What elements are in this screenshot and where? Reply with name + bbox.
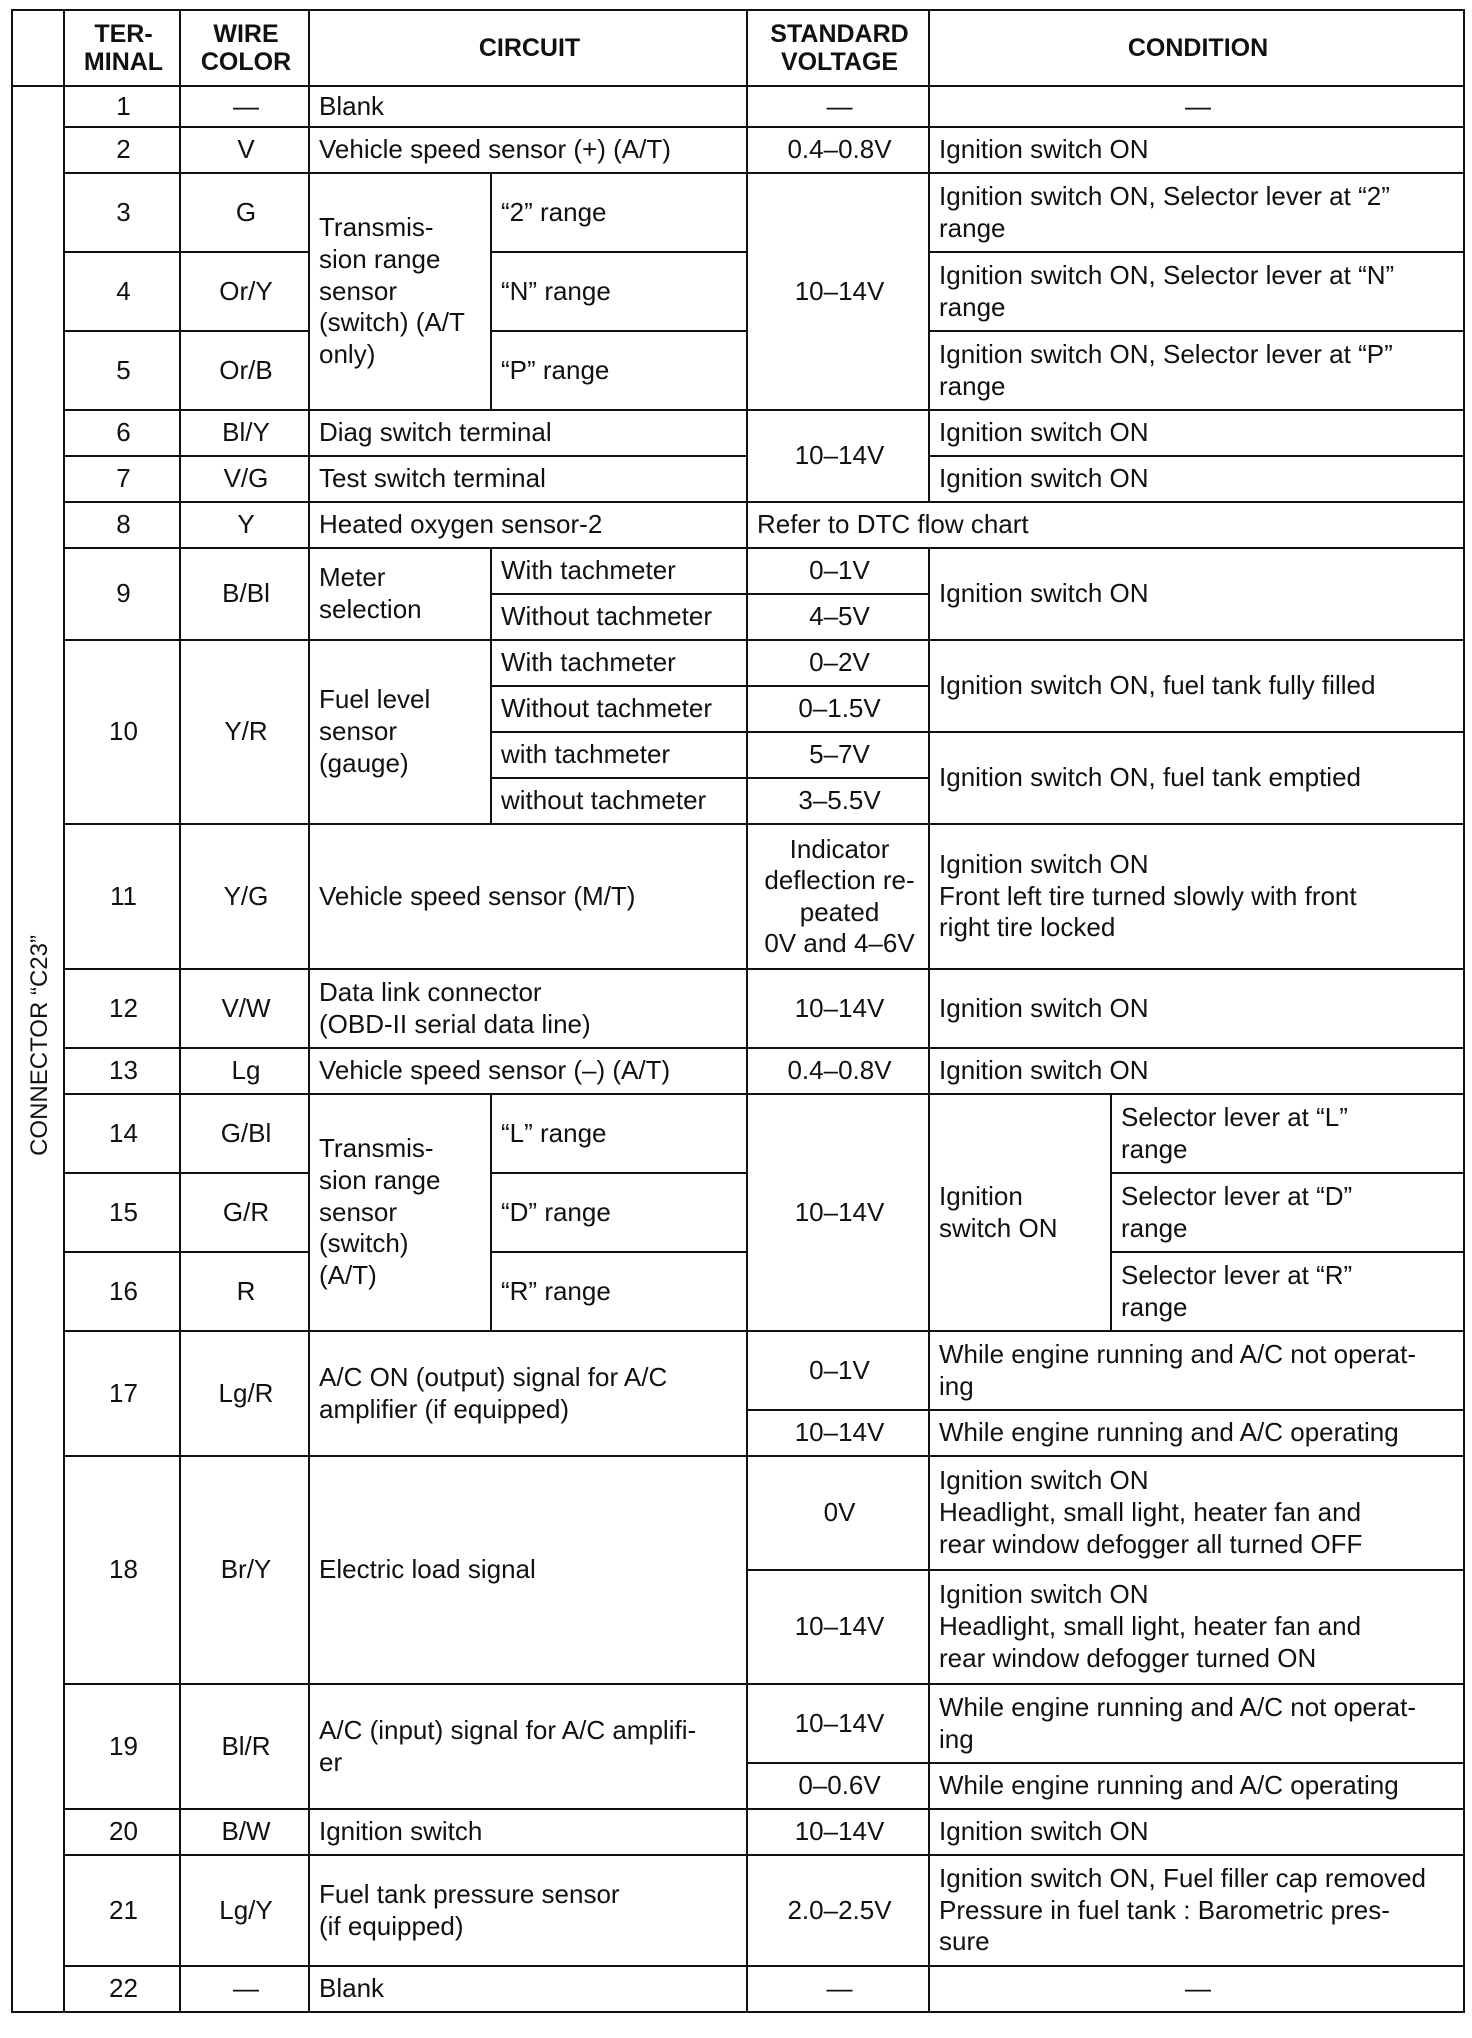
header-standard-voltage: STANDARD VOLTAGE [747, 10, 929, 86]
condition-cell: Ignition switch ON Headlight, small light, heater fan and rear window defogger turned ON [929, 1570, 1464, 1684]
sub-circuit-cell: “R” range [491, 1252, 747, 1331]
terminal-cell: 17 [64, 1331, 180, 1456]
sub-circuit-cell: With tachmeter [491, 640, 747, 686]
condition-cell: Ignition switch ON, Selector lever at “N” range [929, 252, 1464, 331]
circuit-cell: Blank [309, 1966, 747, 2012]
table-row [12, 86, 1464, 127]
voltage-cell: — [747, 1966, 929, 2012]
terminal-cell: 5 [64, 331, 180, 410]
voltage-cell: 10–14V [747, 1684, 929, 1763]
terminal-cell: 18 [64, 1456, 180, 1684]
voltage-cell: 5–7V [747, 732, 929, 778]
condition-cell: Selector lever at “R” range [1111, 1252, 1464, 1331]
voltage-cell: 10–14V [747, 1570, 929, 1684]
circuit-cell: Transmis- sion range sensor (switch) (A/T only) [309, 173, 491, 410]
table-row [12, 1173, 1464, 1252]
terminal-cell: 14 [64, 1094, 180, 1173]
wire-color-cell: V/G [180, 456, 309, 502]
condition-cell: While engine running and A/C not operat- ing [929, 1684, 1464, 1763]
table-row [12, 331, 1464, 410]
condition-cell: — [929, 86, 1464, 127]
header-blank [12, 10, 64, 86]
voltage-cell: 0.4–0.8V [747, 127, 929, 173]
table-row [12, 173, 1464, 252]
voltage-cell: 10–14V [747, 173, 929, 410]
connector-c23-table [11, 9, 1465, 2013]
condition-cell: Ignition switch ON [929, 969, 1464, 1048]
sub-circuit-cell: with tachmeter [491, 732, 747, 778]
condition-cell: Ignition switch ON, Selector lever at “2” range [929, 173, 1464, 252]
wire-color-cell: Or/Y [180, 252, 309, 331]
terminal-cell: 20 [64, 1809, 180, 1855]
sub-circuit-cell: Without tachmeter [491, 594, 747, 640]
header-row [12, 10, 1464, 86]
condition-cell: Ignition switch ON [929, 456, 1464, 502]
table-row [12, 969, 1464, 1048]
condition-cell: Ignition switch ON [929, 127, 1464, 173]
voltage-cell: 10–14V [747, 1094, 929, 1331]
condition-group-cell: Ignition switch ON [929, 1094, 1111, 1331]
circuit-cell: Heated oxygen sensor-2 [309, 502, 747, 548]
circuit-cell: A/C (input) signal for A/C amplifi- er [309, 1684, 747, 1809]
condition-cell: Ignition switch ON [929, 410, 1464, 456]
terminal-cell: 6 [64, 410, 180, 456]
table-row [12, 1252, 1464, 1331]
wire-color-cell: B/Bl [180, 548, 309, 640]
terminal-cell: 13 [64, 1048, 180, 1094]
circuit-cell: Electric load signal [309, 1456, 747, 1684]
circuit-cell: Vehicle speed sensor (+) (A/T) [309, 127, 747, 173]
voltage-cell: 10–14V [747, 410, 929, 502]
wire-color-cell: — [180, 86, 309, 127]
voltage-cell: 0.4–0.8V [747, 1048, 929, 1094]
wire-color-cell: G/Bl [180, 1094, 309, 1173]
wire-color-cell: G/R [180, 1173, 309, 1252]
header-condition: CONDITION [929, 10, 1464, 86]
condition-cell: While engine running and A/C operating [929, 1410, 1464, 1456]
header-terminal: TER- MINAL [64, 10, 180, 86]
wire-color-cell: G [180, 173, 309, 252]
condition-cell: While engine running and A/C operating [929, 1763, 1464, 1809]
table-row [12, 1456, 1464, 1570]
header-circuit: CIRCUIT [309, 10, 747, 86]
connector-label [12, 86, 64, 2012]
table-row [12, 127, 1464, 173]
circuit-cell: Meter selection [309, 548, 491, 640]
voltage-cell: 2.0–2.5V [747, 1855, 929, 1966]
sub-circuit-cell: “P” range [491, 331, 747, 410]
wire-color-cell: Y/R [180, 640, 309, 824]
sub-circuit-cell: without tachmeter [491, 778, 747, 824]
wire-color-cell: Lg/R [180, 1331, 309, 1456]
voltage-cell: 10–14V [747, 1410, 929, 1456]
wire-color-cell: Lg/Y [180, 1855, 309, 1966]
table-row [12, 640, 1464, 686]
voltage-cell: 4–5V [747, 594, 929, 640]
condition-cell: Ignition switch ON [929, 548, 1464, 640]
voltage-cell: 0–1V [747, 1331, 929, 1410]
circuit-cell: Vehicle speed sensor (–) (A/T) [309, 1048, 747, 1094]
terminal-cell: 21 [64, 1855, 180, 1966]
terminal-cell: 10 [64, 640, 180, 824]
wire-color-cell: Lg [180, 1048, 309, 1094]
wire-color-cell: Br/Y [180, 1456, 309, 1684]
terminal-cell: 16 [64, 1252, 180, 1331]
wire-color-cell: Y/G [180, 824, 309, 969]
condition-cell: Ignition switch ON, fuel tank fully filled [929, 640, 1464, 732]
condition-cell: Selector lever at “D” range [1111, 1173, 1464, 1252]
circuit-cell: Transmis- sion range sensor (switch) (A/T) [309, 1094, 491, 1331]
table-row [12, 252, 1464, 331]
table-row [12, 824, 1464, 969]
terminal-spec-sheet [11, 9, 1465, 2013]
terminal-cell: 2 [64, 127, 180, 173]
circuit-cell: Fuel tank pressure sensor (if equipped) [309, 1855, 747, 1966]
terminal-cell: 15 [64, 1173, 180, 1252]
circuit-cell: Blank [309, 86, 747, 127]
condition-cell: While engine running and A/C not operat- ing [929, 1331, 1464, 1410]
table-row [12, 1809, 1464, 1855]
table-row [12, 1331, 1464, 1410]
sub-circuit-cell: “D” range [491, 1173, 747, 1252]
sub-circuit-cell: “2” range [491, 173, 747, 252]
terminal-cell: 22 [64, 1966, 180, 2012]
terminal-cell: 8 [64, 502, 180, 548]
table-row [12, 1966, 1464, 2012]
terminal-cell: 3 [64, 173, 180, 252]
table-row [12, 1855, 1464, 1966]
condition-cell: Ignition switch ON Front left tire turned slowly with front right tire locked [929, 824, 1464, 969]
circuit-cell: Test switch terminal [309, 456, 747, 502]
voltage-condition-cell: Refer to DTC flow chart [747, 502, 1464, 548]
terminal-cell: 7 [64, 456, 180, 502]
voltage-cell: 0V [747, 1456, 929, 1570]
header-wire-color: WIRE COLOR [180, 10, 309, 86]
wire-color-cell: Bl/Y [180, 410, 309, 456]
condition-cell: Ignition switch ON [929, 1048, 1464, 1094]
condition-cell: Ignition switch ON Headlight, small light, heater fan and rear window defogger all turned OFF [929, 1456, 1464, 1570]
circuit-cell: Data link connector (OBD-II serial data line) [309, 969, 747, 1048]
table-row [12, 1684, 1464, 1763]
condition-cell: Ignition switch ON [929, 1809, 1464, 1855]
wire-color-cell: B/W [180, 1809, 309, 1855]
voltage-cell: 0–1.5V [747, 686, 929, 732]
voltage-cell: Indicator deflection re- peated 0V and 4–6V [747, 824, 929, 969]
terminal-cell: 12 [64, 969, 180, 1048]
connector-label-text: CONNECTOR “C23” [25, 934, 53, 1156]
sub-circuit-cell: “L” range [491, 1094, 747, 1173]
voltage-cell: 0–2V [747, 640, 929, 686]
terminal-cell: 4 [64, 252, 180, 331]
voltage-cell: — [747, 86, 929, 127]
condition-cell: Ignition switch ON, Fuel filler cap removed Pressure in fuel tank : Barometric pres- sure [929, 1855, 1464, 1966]
circuit-cell: Vehicle speed sensor (M/T) [309, 824, 747, 969]
voltage-cell: 10–14V [747, 969, 929, 1048]
voltage-cell: 0–1V [747, 548, 929, 594]
wire-color-cell: — [180, 1966, 309, 2012]
condition-cell: Ignition switch ON, Selector lever at “P” range [929, 331, 1464, 410]
circuit-cell: A/C ON (output) signal for A/C amplifier (if equipped) [309, 1331, 747, 1456]
table-row [12, 548, 1464, 594]
table-row [12, 1094, 1464, 1173]
voltage-cell: 0–0.6V [747, 1763, 929, 1809]
wire-color-cell: V [180, 127, 309, 173]
condition-cell: Ignition switch ON, fuel tank emptied [929, 732, 1464, 824]
condition-cell: Selector lever at “L” range [1111, 1094, 1464, 1173]
wire-color-cell: Or/B [180, 331, 309, 410]
voltage-cell: 3–5.5V [747, 778, 929, 824]
wire-color-cell: Y [180, 502, 309, 548]
condition-cell: — [929, 1966, 1464, 2012]
table-row [12, 1048, 1464, 1094]
terminal-cell: 19 [64, 1684, 180, 1809]
terminal-cell: 1 [64, 86, 180, 127]
circuit-cell: Ignition switch [309, 1809, 747, 1855]
wire-color-cell: Bl/R [180, 1684, 309, 1809]
terminal-cell: 11 [64, 824, 180, 969]
circuit-cell: Diag switch terminal [309, 410, 747, 456]
sub-circuit-cell: Without tachmeter [491, 686, 747, 732]
wire-color-cell: V/W [180, 969, 309, 1048]
table-row [12, 502, 1464, 548]
sub-circuit-cell: With tachmeter [491, 548, 747, 594]
table-row [12, 410, 1464, 456]
circuit-cell: Fuel level sensor (gauge) [309, 640, 491, 824]
wire-color-cell: R [180, 1252, 309, 1331]
sub-circuit-cell: “N” range [491, 252, 747, 331]
terminal-cell: 9 [64, 548, 180, 640]
voltage-cell: 10–14V [747, 1809, 929, 1855]
table-row [12, 456, 1464, 502]
